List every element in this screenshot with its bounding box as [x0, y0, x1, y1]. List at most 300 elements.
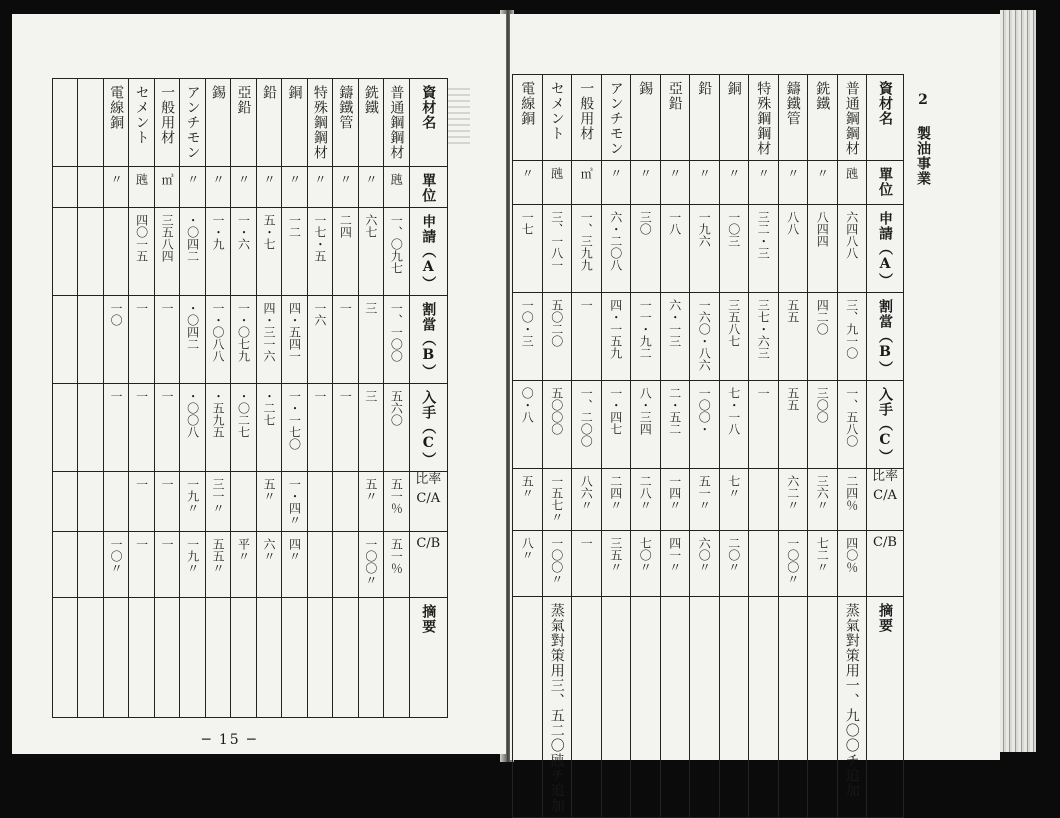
cell-text: 六・二〇八 — [608, 211, 623, 271]
cell-text: 〃 — [726, 167, 741, 179]
cell-note — [778, 597, 808, 818]
cell-text: 電線銅 — [519, 81, 536, 126]
ink-bleed — [448, 84, 470, 144]
cell-a — [719, 205, 749, 293]
cell-a — [333, 208, 358, 296]
cell-text: 一七・五 — [312, 214, 327, 262]
cell-text: 一六〇・八六 — [697, 299, 712, 371]
cell-unit — [78, 167, 103, 208]
cell-a — [749, 205, 779, 293]
cell-unit — [103, 167, 128, 208]
cell-note — [358, 598, 383, 718]
cell-cb — [513, 531, 543, 597]
cell-text: 七〇〃 — [638, 537, 653, 573]
cell-text: 〃 — [363, 173, 378, 185]
cell-text: ・〇四二 — [185, 302, 200, 350]
cell-unit — [601, 161, 631, 205]
cell-name — [631, 75, 661, 161]
header-material — [867, 75, 904, 161]
cell-text: 一・四七 — [608, 387, 623, 435]
cell-text: 一九六 — [697, 211, 712, 247]
cell-name — [778, 75, 808, 161]
cell-text: 五一％ — [389, 478, 404, 514]
cell-text: ・〇二七 — [236, 390, 251, 438]
cell-ca — [205, 472, 230, 532]
cell-text: 五〃 — [363, 478, 378, 502]
cell-unit — [384, 167, 409, 208]
cell-text: 一 — [160, 390, 175, 402]
cell-cb — [837, 531, 867, 597]
cell-text: 錫 — [637, 81, 654, 96]
cell-b — [808, 293, 838, 381]
cell-ca — [690, 469, 720, 531]
cell-name — [660, 75, 690, 161]
cell-a — [205, 208, 230, 296]
header-text: 申請（A） — [420, 214, 437, 291]
header-remarks — [867, 597, 904, 818]
cell-text: 一、〇九七 — [389, 214, 404, 274]
cell-ca — [513, 469, 543, 531]
cell-b — [513, 293, 543, 381]
header-request — [867, 205, 904, 293]
cell-b — [154, 296, 179, 384]
cell-name — [690, 75, 720, 161]
cell-text: 一〇三 — [726, 211, 741, 247]
cell-unit — [231, 167, 256, 208]
cell-name — [307, 79, 332, 167]
cell-text: 〃 — [520, 167, 535, 179]
cell-cb — [778, 531, 808, 597]
cell-b — [542, 293, 572, 381]
cell-c — [307, 384, 332, 472]
cell-cb — [78, 532, 103, 598]
cell-text: 〃 — [236, 173, 251, 185]
cell-text: 七・一八 — [726, 387, 741, 435]
cell-note — [103, 598, 128, 718]
cell-unit — [358, 167, 383, 208]
left-page — [12, 14, 506, 754]
cell-text: 〃 — [667, 167, 682, 179]
cell-text: 〃 — [608, 167, 623, 179]
cell-text: 二四％ — [844, 475, 859, 511]
cell-text: 平〃 — [236, 538, 251, 562]
cell-text: 三 — [363, 390, 378, 402]
cell-note — [333, 598, 358, 718]
cell-b — [358, 296, 383, 384]
cell-cb — [542, 531, 572, 597]
cell-text: 〃 — [697, 167, 712, 179]
cell-a — [690, 205, 720, 293]
cell-text: 三、一八一 — [549, 211, 564, 271]
cell-text: 鑄鐵管 — [337, 85, 354, 130]
cell-text: 三〇〇 — [815, 387, 830, 423]
cell-text: 三〇 — [638, 211, 653, 235]
cell-unit — [660, 161, 690, 205]
cell-c — [256, 384, 281, 472]
cell-text: 一 — [579, 537, 594, 549]
cell-text: 一〇・三 — [520, 299, 535, 347]
cell-text: 銑鐵 — [814, 81, 831, 111]
cell-text: 四・五四一 — [287, 302, 302, 362]
cell-unit — [205, 167, 230, 208]
cell-text: 亞鉛 — [666, 81, 683, 111]
header-ratio: 比率 — [415, 472, 442, 487]
cell-text: 一〇 — [109, 302, 124, 326]
cell-b — [601, 293, 631, 381]
cell-a — [103, 208, 128, 296]
cell-text: 〃 — [211, 173, 226, 185]
cell-cb — [601, 531, 631, 597]
left-materials-table — [52, 78, 448, 718]
header-text: 資材名 — [420, 85, 437, 130]
cell-name — [256, 79, 281, 167]
cell-text: アンチモン — [607, 81, 624, 156]
cell-name — [572, 75, 602, 161]
cell-b — [282, 296, 307, 384]
cell-text: 五一％ — [389, 538, 404, 574]
cell-a — [307, 208, 332, 296]
cell-unit — [256, 167, 281, 208]
cell-text: 一 — [134, 478, 149, 490]
cell-cb — [358, 532, 383, 598]
cell-unit — [154, 167, 179, 208]
cell-cb — [282, 532, 307, 598]
cell-note — [690, 597, 720, 818]
cell-unit — [719, 161, 749, 205]
cell-c — [719, 381, 749, 469]
header-text: 資材名 — [877, 81, 893, 126]
cell-text: 〇・八 — [520, 387, 535, 423]
cell-b — [837, 293, 867, 381]
cell-text: 七二〃 — [815, 537, 830, 573]
cell-cb — [384, 532, 409, 598]
cell-text: 一七 — [520, 211, 535, 235]
header-text: 摘要 — [877, 603, 893, 633]
header-text: 入手（C） — [420, 390, 437, 467]
cell-text: 電線銅 — [108, 85, 125, 130]
cell-text: 〃 — [287, 173, 302, 185]
cell-b — [129, 296, 154, 384]
cell-ca — [660, 469, 690, 531]
cell-note — [53, 598, 78, 718]
cell-text: 一 — [160, 302, 175, 314]
cell-text: 特殊鋼鋼材 — [755, 81, 772, 156]
cell-text: 二四〃 — [608, 475, 623, 511]
cell-name — [231, 79, 256, 167]
cell-text: 一般用材 — [159, 85, 176, 145]
cell-text: 鉛 — [260, 85, 277, 100]
cell-text: 三六〃 — [815, 475, 830, 511]
cell-unit — [631, 161, 661, 205]
cell-text: 〃 — [338, 173, 353, 185]
cell-unit — [572, 161, 602, 205]
cell-a — [631, 205, 661, 293]
cell-b — [256, 296, 281, 384]
cell-text: 一五七〃 — [549, 475, 564, 523]
cell-a — [542, 205, 572, 293]
cell-ca — [129, 472, 154, 532]
cell-cb — [690, 531, 720, 597]
cell-cb — [808, 531, 838, 597]
cell-cb — [180, 532, 205, 598]
header-ratio_cb — [867, 531, 904, 597]
cell-text: 亞鉛 — [235, 85, 252, 115]
cell-cb — [660, 531, 690, 597]
cell-text: 四〃 — [287, 538, 302, 562]
cell-note — [231, 598, 256, 718]
cell-a — [601, 205, 631, 293]
cell-text: アンチモン — [184, 85, 201, 160]
cell-ca — [307, 472, 332, 532]
cell-c — [837, 381, 867, 469]
cell-text: 瓲 — [549, 167, 564, 179]
cell-a — [53, 208, 78, 296]
cell-name — [542, 75, 572, 161]
cell-text: 三一〃 — [211, 478, 226, 514]
cell-cb — [719, 531, 749, 597]
header-allot — [867, 293, 904, 381]
cell-unit — [808, 161, 838, 205]
cell-c — [513, 381, 543, 469]
cell-unit — [513, 161, 543, 205]
cell-note — [78, 598, 103, 718]
header-ratio_ca — [867, 469, 904, 531]
cell-text: セメント — [548, 81, 565, 141]
cell-name — [719, 75, 749, 161]
cell-b — [572, 293, 602, 381]
cell-text: 五〃 — [520, 475, 535, 499]
cell-text: 一・六 — [236, 214, 251, 250]
header-ratio_cb — [409, 532, 447, 598]
header-text: 申請（A） — [877, 211, 893, 288]
cell-text: 〃 — [312, 173, 327, 185]
cell-text: 一 — [134, 390, 149, 402]
cell-c — [749, 381, 779, 469]
cell-text: 六〇〃 — [697, 537, 712, 573]
header-material — [409, 79, 447, 167]
cell-a — [154, 208, 179, 296]
cell-c — [384, 384, 409, 472]
cell-name — [513, 75, 543, 161]
cell-text: 一 — [160, 538, 175, 550]
cell-text: 一 — [134, 538, 149, 550]
cell-name — [601, 75, 631, 161]
header-unit — [409, 167, 447, 208]
cell-note — [601, 597, 631, 818]
cell-c — [333, 384, 358, 472]
cell-ca — [256, 472, 281, 532]
cell-text: 瓲 — [134, 173, 149, 185]
cell-text: 〃 — [785, 167, 800, 179]
cell-text: 一般用材 — [578, 81, 595, 141]
cell-a — [231, 208, 256, 296]
cell-ca — [333, 472, 358, 532]
cell-text: 一、三九九 — [579, 211, 594, 271]
cell-unit — [282, 167, 307, 208]
cell-unit — [542, 161, 572, 205]
cell-text: 〃 — [109, 173, 124, 185]
cell-text: 一九〃 — [185, 538, 200, 574]
cell-name — [78, 79, 103, 167]
cell-text: 一 — [134, 302, 149, 314]
cell-b — [103, 296, 128, 384]
cell-b — [307, 296, 332, 384]
header-unit — [867, 161, 904, 205]
header-receive — [409, 384, 447, 472]
cell-c — [282, 384, 307, 472]
cell-text: 五五 — [785, 299, 800, 323]
cell-b — [53, 296, 78, 384]
cell-name — [384, 79, 409, 167]
header-request — [409, 208, 447, 296]
cell-text: 鑄鐵管 — [784, 81, 801, 126]
cell-text: 七〃 — [726, 475, 741, 499]
cell-text: 一 — [312, 390, 327, 402]
cell-c — [231, 384, 256, 472]
cell-text: 八〃 — [520, 537, 535, 561]
cell-note — [719, 597, 749, 818]
cell-text: 五〇二〇 — [549, 299, 564, 347]
section-title: 2 製油事業 — [915, 92, 931, 186]
cell-a — [837, 205, 867, 293]
header-remarks — [409, 598, 447, 718]
cell-text: 普通鋼鋼材 — [843, 81, 860, 156]
cell-a — [78, 208, 103, 296]
cell-note — [154, 598, 179, 718]
cell-text: 四一〃 — [667, 537, 682, 573]
cell-b — [749, 293, 779, 381]
cell-cb — [572, 531, 602, 597]
cell-text: 一・九 — [211, 214, 226, 250]
cell-name — [282, 79, 307, 167]
cell-text: 六二〃 — [785, 475, 800, 511]
cell-note — [542, 597, 572, 818]
cell-ca — [749, 469, 779, 531]
cell-cb — [205, 532, 230, 598]
cell-ca — [154, 472, 179, 532]
cell-text: 一〇〇〃 — [785, 537, 800, 585]
cell-text: 一四〃 — [667, 475, 682, 511]
cell-text: 蒸氣對策用一、九〇〇チ追加 — [843, 603, 860, 798]
cell-note — [572, 597, 602, 818]
cell-note — [513, 597, 543, 818]
cell-text: 八八 — [785, 211, 800, 235]
cell-unit — [53, 167, 78, 208]
cell-name — [837, 75, 867, 161]
cell-text: 普通鋼鋼材 — [388, 85, 405, 160]
cell-text: 四〇％ — [844, 537, 859, 573]
cell-text: 一、一〇〇 — [389, 302, 404, 362]
cell-text: 瓲 — [389, 173, 404, 185]
cell-ca — [103, 472, 128, 532]
page-number: ─ 15 ─ — [202, 732, 258, 748]
cell-ca — [180, 472, 205, 532]
cell-note — [660, 597, 690, 818]
cell-a — [778, 205, 808, 293]
cell-text: 五五 — [785, 387, 800, 411]
cell-a — [282, 208, 307, 296]
cell-text: 四〇一五 — [134, 214, 149, 262]
cell-text: ・二七 — [261, 390, 276, 426]
cell-cb — [631, 531, 661, 597]
cell-text: 六・一三 — [667, 299, 682, 347]
cell-text: 二〇〃 — [726, 537, 741, 573]
cell-unit — [129, 167, 154, 208]
cell-text: 四・三一六 — [261, 302, 276, 362]
cell-c — [154, 384, 179, 472]
cell-name — [749, 75, 779, 161]
cell-text: 一〇〇・ — [697, 387, 712, 435]
cell-ca — [808, 469, 838, 531]
cell-text: 一 — [338, 302, 353, 314]
right-page — [510, 14, 1000, 813]
cell-note — [129, 598, 154, 718]
cell-cb — [231, 532, 256, 598]
cell-text: 三 — [363, 302, 378, 314]
cell-cb — [103, 532, 128, 598]
cell-cb — [256, 532, 281, 598]
cell-text: 〃 — [185, 173, 200, 185]
cell-c — [808, 381, 838, 469]
cell-text: 〃 — [756, 167, 771, 179]
cell-text: 三五八七 — [726, 299, 741, 347]
cell-text: 錫 — [210, 85, 227, 100]
cell-text: 一、二〇〇 — [579, 387, 594, 447]
cell-text: 一・四〃 — [287, 478, 302, 526]
cell-text: ・五九五 — [211, 390, 226, 438]
cell-ca — [837, 469, 867, 531]
cell-text: ・〇四二 — [185, 214, 200, 262]
cell-text: 五五〃 — [211, 538, 226, 574]
cell-text: 一 — [109, 390, 124, 402]
cell-text: 一一・九二 — [638, 299, 653, 359]
cell-unit — [837, 161, 867, 205]
cell-text: 五六〇 — [389, 390, 404, 426]
cell-text: 一八 — [667, 211, 682, 235]
cell-unit — [690, 161, 720, 205]
cell-text: 一六 — [312, 302, 327, 326]
cell-text: 四二〇 — [815, 299, 830, 335]
cell-a — [660, 205, 690, 293]
header-text: 割當（B） — [420, 302, 437, 379]
header-text: C/A — [873, 488, 897, 503]
header-ratio: 比率 — [871, 469, 898, 484]
cell-note — [256, 598, 281, 718]
cell-c — [601, 381, 631, 469]
cell-text: 一 — [160, 478, 175, 490]
cell-text: 一 — [756, 387, 771, 399]
cell-text: 二・五二 — [667, 387, 682, 435]
cell-text: 五〇〇〇 — [549, 387, 564, 435]
cell-ca — [53, 472, 78, 532]
cell-b — [180, 296, 205, 384]
cell-name — [205, 79, 230, 167]
cell-c — [205, 384, 230, 472]
cell-cb — [53, 532, 78, 598]
cell-name — [808, 75, 838, 161]
cell-ca — [384, 472, 409, 532]
cell-text: 銑鐵 — [362, 85, 379, 115]
cell-text: 一〇〃 — [109, 538, 124, 574]
cell-c — [180, 384, 205, 472]
cell-text: 二四 — [338, 214, 353, 238]
cell-text: 八・三四 — [638, 387, 653, 435]
cell-text: ㎥ — [160, 173, 175, 185]
cell-ca — [572, 469, 602, 531]
header-text: 摘要 — [420, 604, 437, 634]
cell-text: 八四四 — [815, 211, 830, 247]
cell-b — [631, 293, 661, 381]
